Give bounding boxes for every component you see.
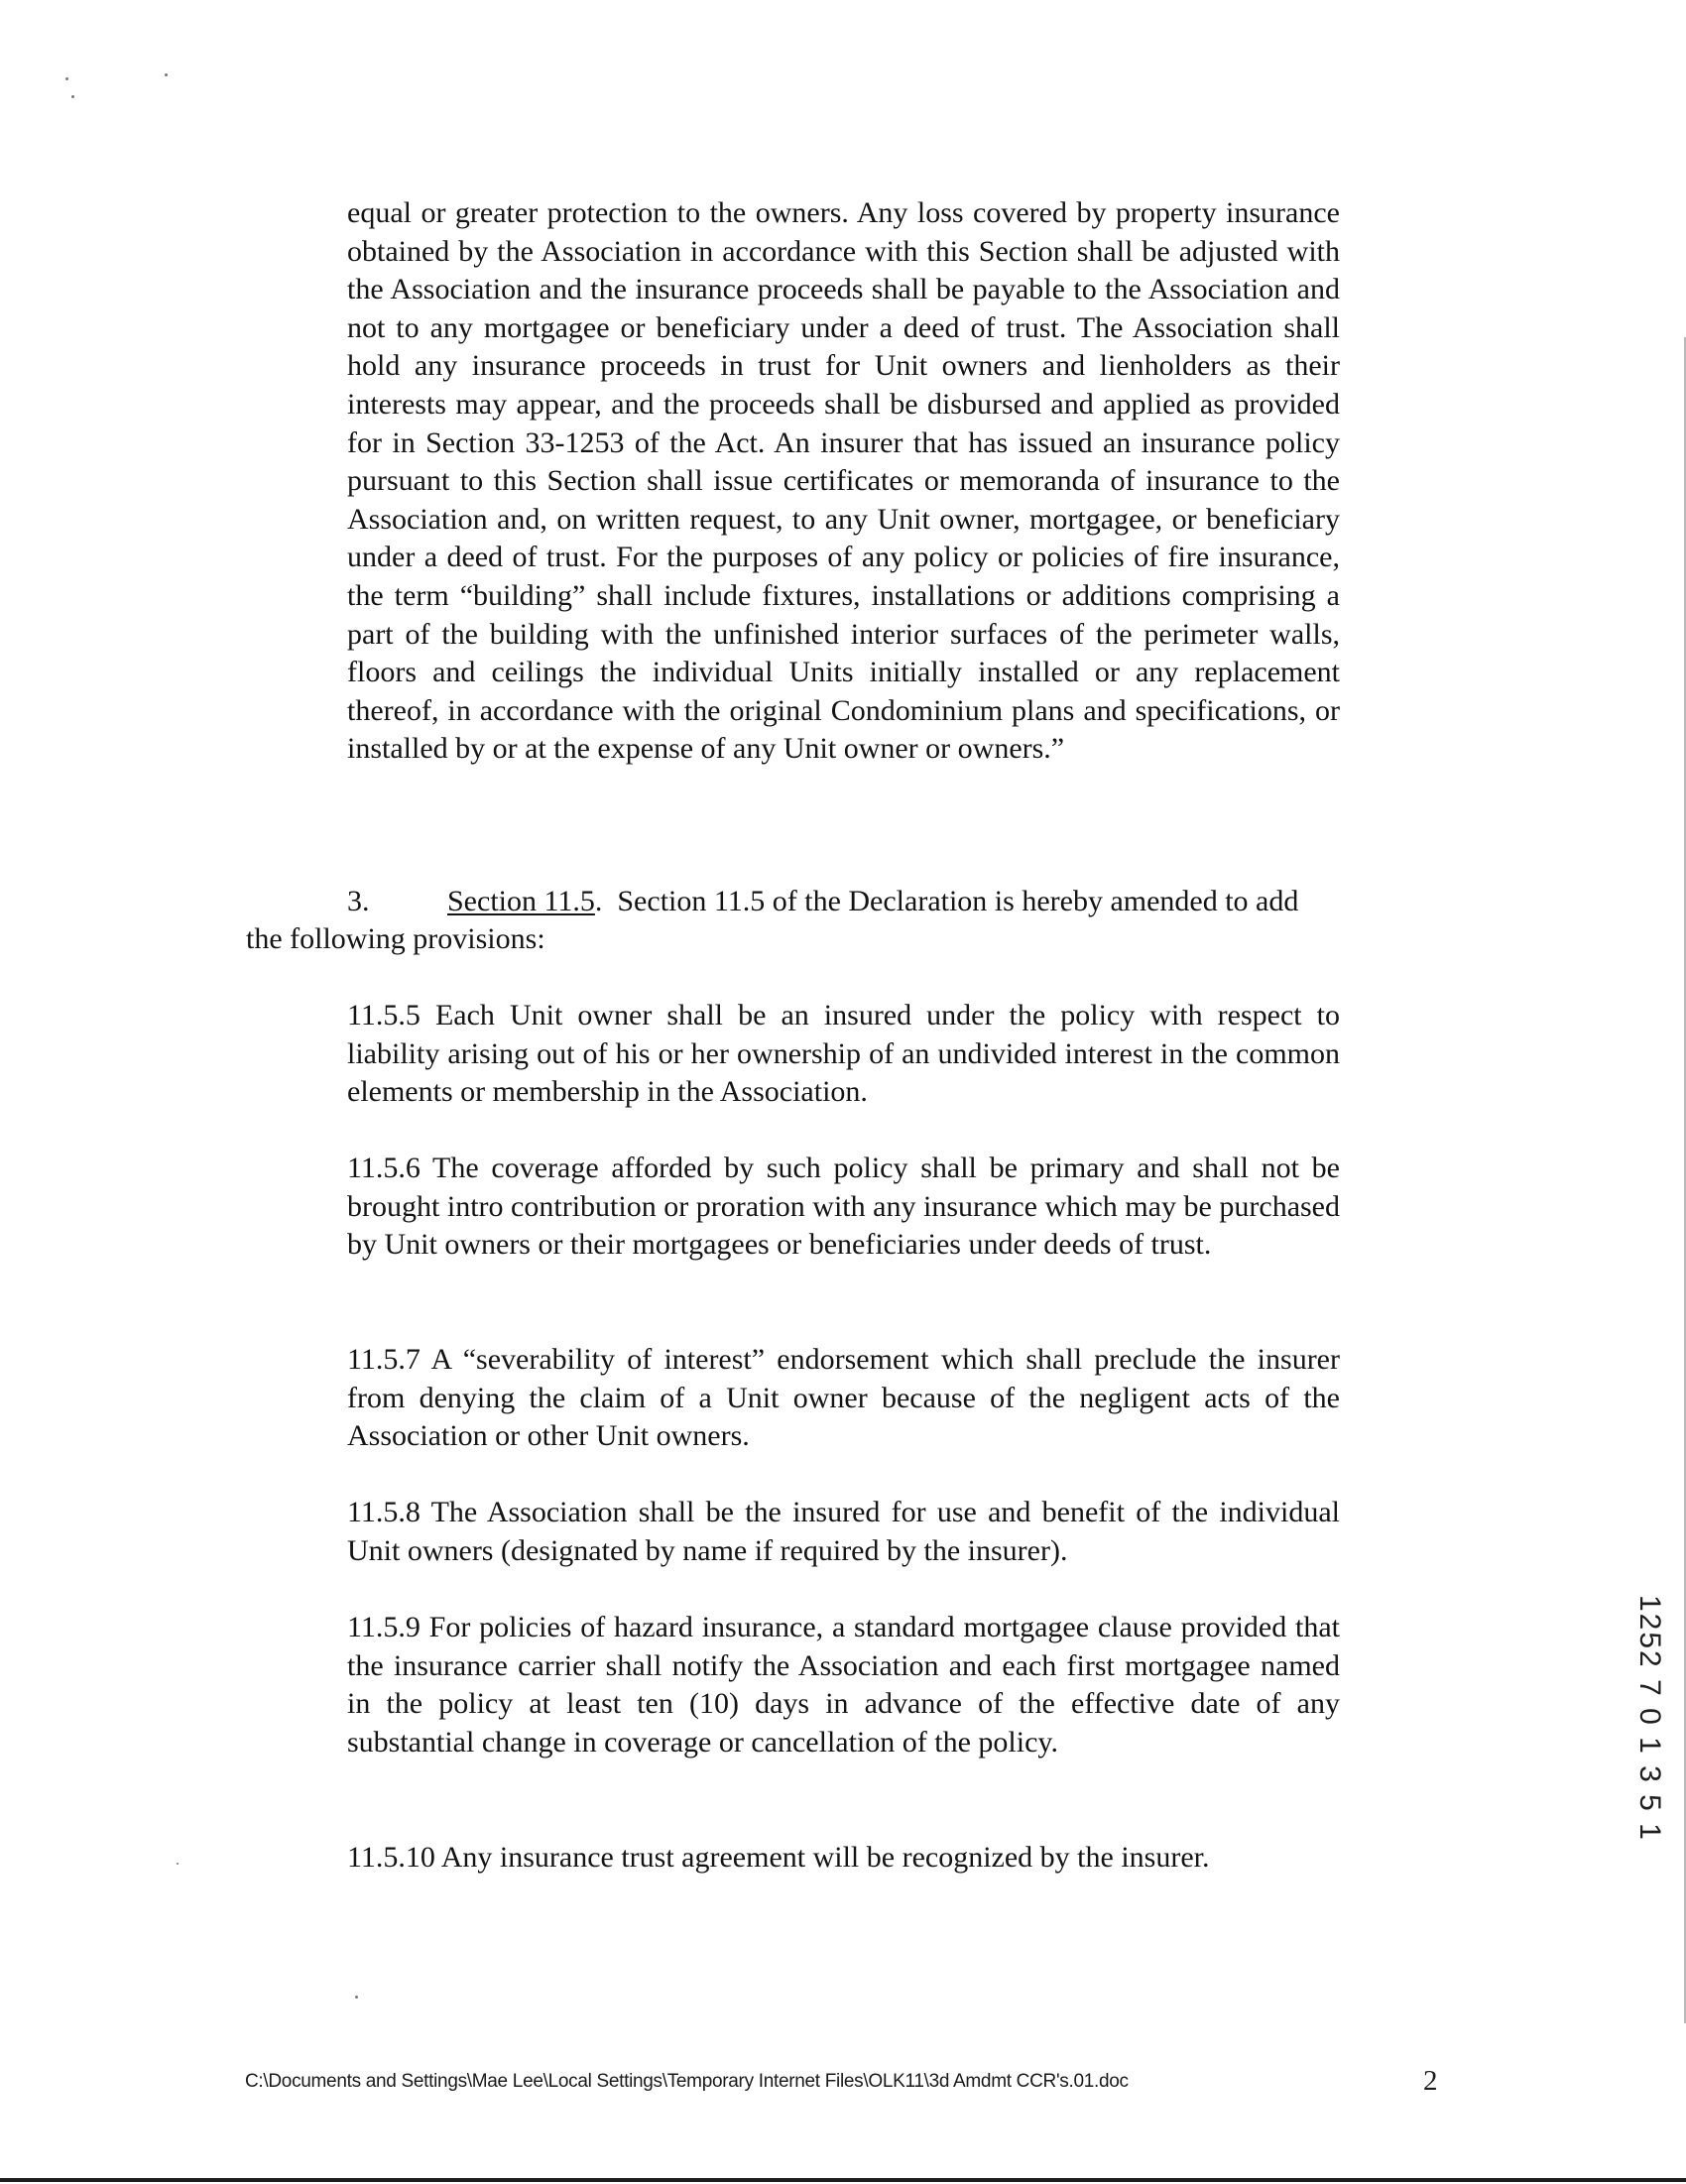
footer-file-path: C:\Documents and Settings\Mae Lee\Local Settings\Temporary Internet Files\OLK11\3d Amdmt CCR's.01.doc bbox=[245, 2071, 1129, 2092]
scan-speck bbox=[177, 1863, 179, 1865]
provision-11-5-10: 11.5.10 Any insurance trust agreement will be recognized by the insurer. bbox=[347, 1841, 1210, 1874]
provision-11-5-6: 11.5.6 The coverage afforded by such policy shall be primary and shall not be brought intro contribution or proration with any insurance which may be purchased by Unit owners or their mortgagees or beneficiaries under deeds of trust. bbox=[347, 1152, 1340, 1262]
recording-stamp bbox=[1626, 1595, 1666, 1873]
scan-speck bbox=[355, 1996, 358, 1999]
scan-speck bbox=[165, 73, 168, 76]
continuation-paragraph: equal or greater protection to the owners. Any loss covered by property insurance obtained by the Association in accordance with this Section shall be adjusted with the Association and the insurance proceeds shall be payable to the Association and not to any mortgagee or beneficiary under a deed of trust. The Association shall hold any insurance proceeds in trust for Unit owners and lienholders as their interests may appear, and the proceeds shall be disbursed and applied as provided for in Section 33-1253 of the Act. An insurer that has issued an insurance policy pursuant to this Section shall issue certificates or memoranda of insurance to the Association and, on written request, to any Unit owner, mortgagee, or beneficiary under a deed of trust. For the purposes of any policy or policies of fire insurance, the term “building” shall include fixtures, installations or additions comprising a part of the building with the unfinished interior surfaces of the perimeter walls, floors and ceilings the individual Units initially installed or any replacement thereof, in accordance with the original Condominium plans and specifications, or installed by or at the expense of any Unit owner or owners.” bbox=[347, 196, 1340, 766]
scan-speck bbox=[71, 95, 74, 98]
recording-stamp-text: 1252 7 0 1 3 5 1 bbox=[1633, 1595, 1666, 1842]
page-number: 2 bbox=[1423, 2065, 1438, 2097]
section-number: 3. bbox=[347, 885, 370, 917]
section-intro-line2: the following provisions: bbox=[246, 922, 545, 955]
section-heading bbox=[246, 883, 1436, 921]
provision-11-5-5: 11.5.5 Each Unit owner shall be an insured under the policy with respect to liability arising out of his or her ownership of an undivided interest in the common elements or membership in the Association. bbox=[347, 999, 1340, 1109]
provision-11-5-9: 11.5.9 For policies of hazard insurance, a standard mortgagee clause provided that the insurance carrier shall notify the Association and each first mortgagee named in the policy at least ten (10) days in advance of the effective date of any substantial change in coverage or cancellation of the policy. bbox=[347, 1611, 1340, 1759]
provision-11-5-8: 11.5.8 The Association shall be the insured for use and benefit of the individual Unit owners (designated by name if required by the insurer). bbox=[347, 1496, 1340, 1567]
section-intro-text: Section 11.5 of the Declaration is hereby amended to add bbox=[617, 885, 1299, 917]
scan-speck bbox=[65, 77, 68, 80]
provision-11-5-7: 11.5.7 A “severability of interest” endorsement which shall preclude the insurer from denying the claim of a Unit owner because of the negligent acts of the Association or other Unit owners. bbox=[347, 1343, 1340, 1453]
bottom-scan-edge bbox=[0, 2178, 1686, 2182]
section-title-punct: . bbox=[594, 885, 603, 917]
section-title: Section 11.5 bbox=[447, 885, 595, 917]
